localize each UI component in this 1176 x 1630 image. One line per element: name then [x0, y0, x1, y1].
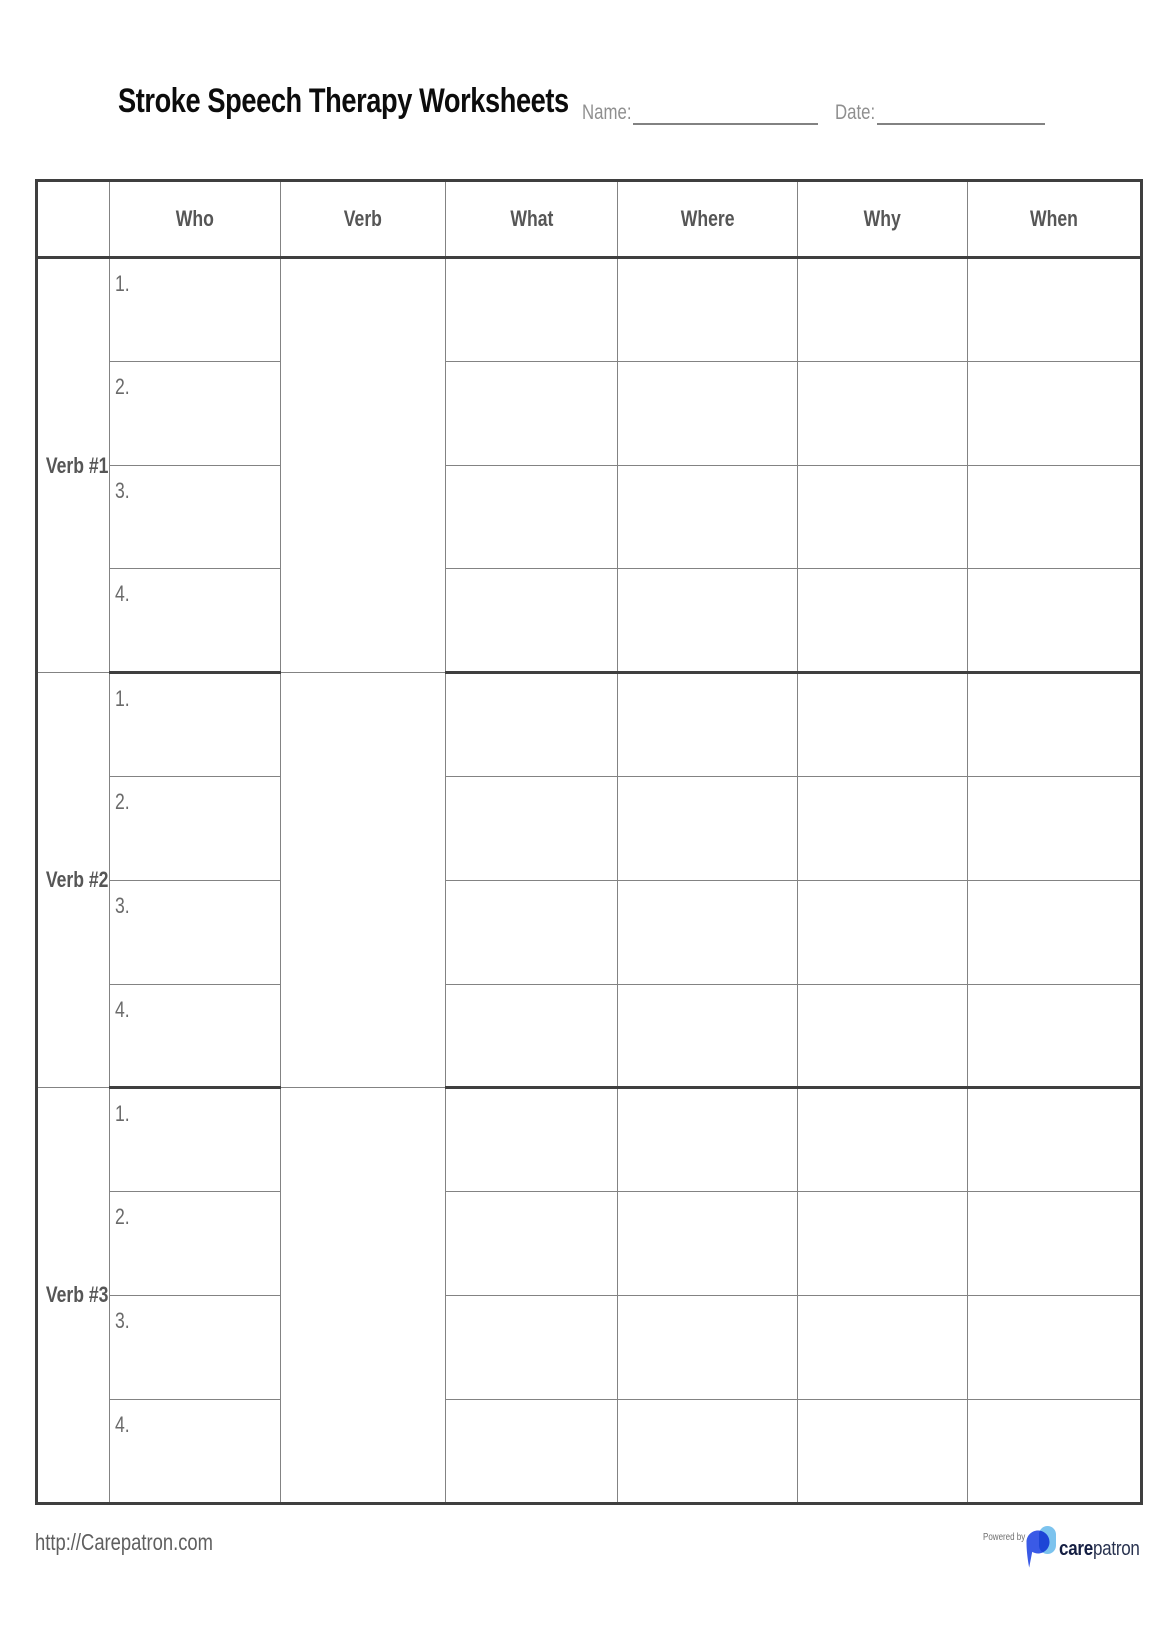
cell-where[interactable]: [618, 776, 798, 880]
worksheet-table: [35, 179, 1143, 1505]
corner-header-cell: [37, 181, 110, 258]
cell-who[interactable]: 1.: [110, 258, 281, 362]
cell-who[interactable]: 1.: [110, 1088, 281, 1192]
cell-when[interactable]: [968, 465, 1142, 569]
name-field-line[interactable]: [633, 104, 818, 125]
column-header-where: Where: [618, 181, 798, 258]
cell-when[interactable]: [968, 880, 1142, 984]
cell-where[interactable]: [618, 1399, 798, 1503]
cell-when[interactable]: [968, 361, 1142, 465]
column-header-what: What: [446, 181, 618, 258]
cell-who[interactable]: 3.: [110, 880, 281, 984]
cell-why[interactable]: [798, 569, 968, 673]
cell-when[interactable]: [968, 1088, 1142, 1192]
table-row: [37, 1399, 1142, 1503]
cell-why[interactable]: [798, 776, 968, 880]
cell-where[interactable]: [618, 361, 798, 465]
cell-why[interactable]: [798, 1192, 968, 1296]
cell-why[interactable]: [798, 361, 968, 465]
cell-what[interactable]: [446, 361, 618, 465]
group-label-verb-3: Verb #3: [37, 1088, 110, 1503]
cell-where[interactable]: [618, 465, 798, 569]
cell-what[interactable]: [446, 465, 618, 569]
cell-what[interactable]: [446, 776, 618, 880]
cell-what[interactable]: [446, 1399, 618, 1503]
name-label: Name:: [582, 101, 632, 124]
cell-when[interactable]: [968, 569, 1142, 673]
cell-what[interactable]: [446, 1295, 618, 1399]
cell-when[interactable]: [968, 776, 1142, 880]
cell-where[interactable]: [618, 569, 798, 673]
cell-what[interactable]: [446, 569, 618, 673]
date-label: Date:: [835, 101, 876, 124]
cell-who[interactable]: 2.: [110, 361, 281, 465]
cell-who[interactable]: 3.: [110, 1295, 281, 1399]
table-row: [37, 673, 1142, 777]
group-label-verb-1: Verb #1: [37, 258, 110, 673]
cell-what[interactable]: [446, 673, 618, 777]
cell-why[interactable]: [798, 1295, 968, 1399]
header-row: [37, 181, 1142, 258]
cell-where[interactable]: [618, 1192, 798, 1296]
column-header-who: Who: [110, 181, 281, 258]
table-row: [37, 569, 1142, 673]
cell-why[interactable]: [798, 1088, 968, 1192]
cell-where[interactable]: [618, 1295, 798, 1399]
page-title: Stroke Speech Therapy Worksheets: [118, 82, 569, 120]
column-header-when: When: [968, 181, 1142, 258]
table-row: [37, 1192, 1142, 1296]
column-header-why: Why: [798, 181, 968, 258]
cell-who[interactable]: 4.: [110, 1399, 281, 1503]
cell-who[interactable]: 2.: [110, 776, 281, 880]
cell-when[interactable]: [968, 1192, 1142, 1296]
table-row: [37, 1295, 1142, 1399]
cell-where[interactable]: [618, 1088, 798, 1192]
cell-who[interactable]: 2.: [110, 1192, 281, 1296]
cell-what[interactable]: [446, 880, 618, 984]
cell-what[interactable]: [446, 258, 618, 362]
cell-why[interactable]: [798, 465, 968, 569]
cell-who[interactable]: 1.: [110, 673, 281, 777]
cell-what[interactable]: [446, 1088, 618, 1192]
column-header-verb: Verb: [281, 181, 446, 258]
cell-verb[interactable]: [281, 258, 446, 673]
cell-who[interactable]: 4.: [110, 569, 281, 673]
carepatron-link[interactable]: http://Carepatron.com: [35, 1529, 213, 1555]
carepatron-wordmark: carepatron: [1059, 1538, 1140, 1560]
cell-when[interactable]: [968, 673, 1142, 777]
cell-verb[interactable]: [281, 673, 446, 1088]
table-row: [37, 776, 1142, 880]
cell-why[interactable]: [798, 880, 968, 984]
cell-verb[interactable]: [281, 1088, 446, 1503]
table-row: [37, 984, 1142, 1088]
cell-who[interactable]: 4.: [110, 984, 281, 1088]
cell-why[interactable]: [798, 258, 968, 362]
powered-by-label: Powered by: [983, 1532, 1026, 1543]
cell-when[interactable]: [968, 1295, 1142, 1399]
cell-where[interactable]: [618, 880, 798, 984]
carepatron-logo-icon: [1026, 1525, 1057, 1574]
cell-what[interactable]: [446, 1192, 618, 1296]
table-row: [37, 1088, 1142, 1192]
table-row: [37, 361, 1142, 465]
date-field-line[interactable]: [877, 104, 1045, 125]
table-row: [37, 465, 1142, 569]
cell-where[interactable]: [618, 984, 798, 1088]
table-row: [37, 880, 1142, 984]
cell-when[interactable]: [968, 1399, 1142, 1503]
cell-when[interactable]: [968, 984, 1142, 1088]
cell-where[interactable]: [618, 258, 798, 362]
cell-why[interactable]: [798, 1399, 968, 1503]
cell-where[interactable]: [618, 673, 798, 777]
cell-what[interactable]: [446, 984, 618, 1088]
cell-why[interactable]: [798, 984, 968, 1088]
cell-when[interactable]: [968, 258, 1142, 362]
table-row: [37, 258, 1142, 362]
cell-why[interactable]: [798, 673, 968, 777]
cell-who[interactable]: 3.: [110, 465, 281, 569]
group-label-verb-2: Verb #2: [37, 673, 110, 1088]
